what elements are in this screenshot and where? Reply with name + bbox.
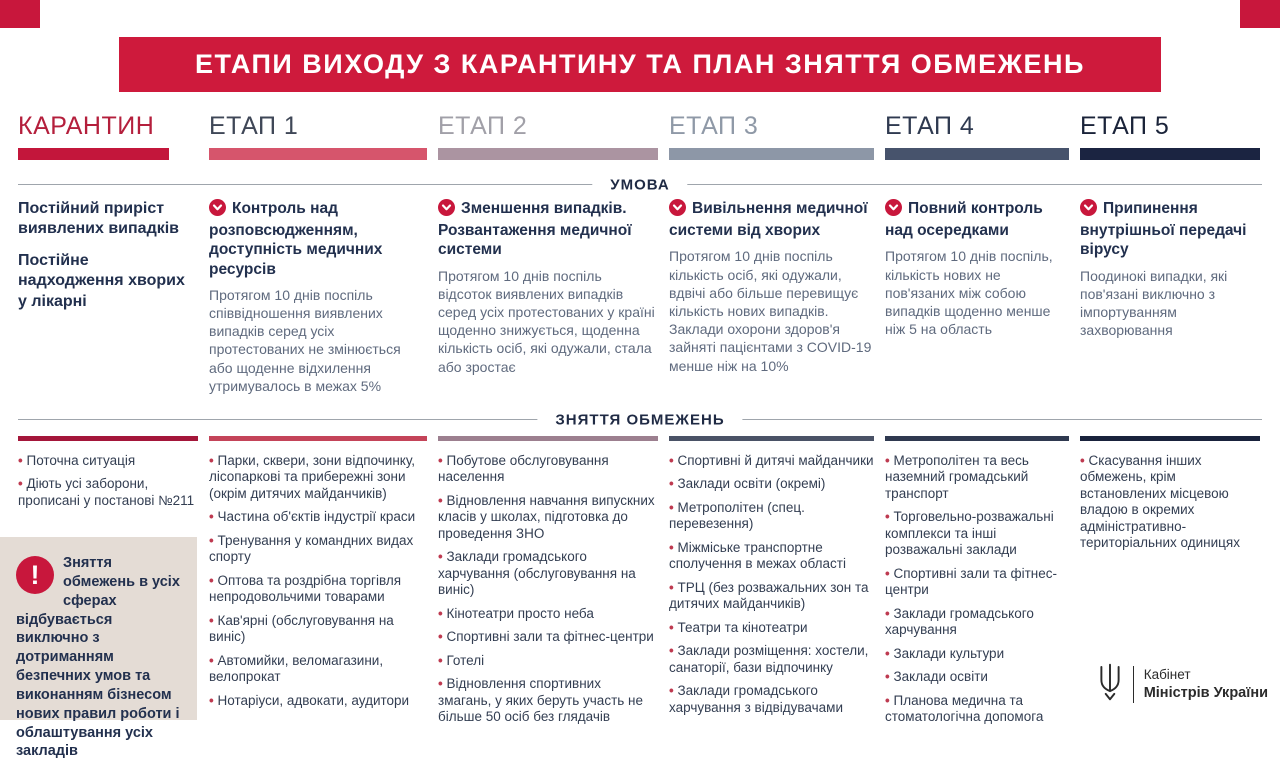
restriction-item: • Кінотеатри просто неба (438, 606, 658, 622)
restrictions-bar (18, 436, 198, 441)
condition-title: Зменшення випадків. Розвантаження медичної системи (438, 200, 632, 259)
stage-bar (438, 148, 658, 160)
restrictions-bar (885, 436, 1069, 441)
chevron-down-circle-icon (438, 199, 455, 221)
restrictions-list (669, 453, 874, 716)
content-area (18, 110, 1262, 733)
restrictions-stage2 (438, 436, 658, 733)
restrictions-list (438, 453, 658, 726)
restriction-item: • Скасування інших обмежень, крім встановлених місцевою владою в окремих адміністративно-територіальних одиницях (1080, 453, 1260, 552)
restriction-item: • ТРЦ (без розважальних зон та дитячих майданчиків) (669, 580, 874, 613)
condition-line: Постійне надходження хворих у лікарні (18, 251, 185, 310)
restriction-item: • Заклади громадського харчування (885, 606, 1069, 639)
logo-line1: Кабінет (1143, 667, 1191, 682)
restriction-item: • Метрополітен та весь наземний громадський транспорт (885, 453, 1069, 502)
restriction-item: • Спортивні й дитячі майданчики (669, 453, 874, 469)
condition-stage1 (209, 199, 427, 407)
chevron-down-circle-icon (885, 199, 902, 221)
restriction-item: • Частина об'єктів індустрії краси (209, 509, 427, 525)
condition-body: Протягом 10 днів поспіль співвідношення виявлених випадків серед усіх протестованих не змінюється або щоденне відхилення утримувалось в межах 5% (209, 286, 401, 394)
stage-column-header-stage1 (209, 110, 427, 160)
condition-line: Постійний приріст виявлених випадків (18, 200, 180, 238)
restriction-item: • Торговельно-розважальні комплекси та інші розважальні заклади (885, 509, 1069, 558)
restrictions-list (885, 453, 1069, 726)
restrictions-list (1080, 453, 1260, 552)
restriction-item: • Діють усі заборони, прописані у постанові №211 (18, 476, 198, 509)
restriction-item: • Тренування у командних видах спорту (209, 533, 427, 566)
warning-box (0, 537, 197, 760)
restrictions-stage1 (209, 436, 427, 733)
chevron-down-circle-icon (669, 199, 686, 221)
warning-text: Зняття обмежень в усіх сферах відбувається виключно з дотриманням безпечних умов та виконанням бізнесом нових правил роботи і облаштування усіх закладів (16, 555, 180, 760)
condition-body: Протягом 10 днів поспіль, кількість нових не пов'язаних між собою випадків щоденно менше ніж 5 на область (885, 248, 1053, 338)
condition-quarantine (18, 199, 198, 407)
stage-column-header-stage2 (438, 110, 658, 160)
restrictions-bar (669, 436, 874, 441)
restrictions-bar (209, 436, 427, 441)
condition-body: Протягом 10 днів поспіль кількість осіб, які одужали, вдвічі або більше перевищує кількість нових випадків. Заклади охорони здоров'я зайняті пацієнтами з COVID-19 менше ніж на 10% (669, 248, 872, 374)
restrictions-bar (1080, 436, 1260, 441)
exclamation-circle-icon: ! (16, 556, 54, 594)
condition-row (18, 199, 1262, 407)
restriction-item: • Спортивні зали та фітнес-центри (885, 566, 1069, 599)
condition-stage4 (885, 199, 1069, 407)
condition-section-divider (18, 176, 1262, 193)
stage-column-header-stage3 (669, 110, 874, 160)
restriction-item: • Заклади освіти (885, 669, 1069, 685)
chevron-down-circle-icon (1080, 199, 1097, 221)
stage-label: ЕТАП 5 (1080, 112, 1170, 140)
page-title: ЕТАПИ ВИХОДУ З КАРАНТИНУ ТА ПЛАН ЗНЯТТЯ ОБМЕЖЕНЬ (119, 37, 1161, 92)
restrictions-list (209, 453, 427, 709)
restriction-item: • Готелі (438, 653, 658, 669)
restriction-item: • Заклади громадського харчування з відвідувачами (669, 683, 874, 716)
restriction-item: • Заклади розміщення: хостели, санаторії, бази відпочинку (669, 643, 874, 676)
restriction-item: • Відновлення спортивних змагань, у яких беруть участь не більше 50 осіб без глядачів (438, 676, 658, 725)
stage-column-header-stage5 (1080, 110, 1260, 160)
restriction-item: • Автомийки, веломагазини, велопрокат (209, 653, 427, 686)
condition-title: Повний контроль над осередками (885, 200, 1043, 240)
restriction-item: • Метрополітен (спец. перевезення) (669, 500, 874, 533)
stage-bar (18, 148, 169, 160)
condition-title: Контроль над розповсюдженням, доступність медичних ресурсів (209, 200, 383, 278)
restrictions-stage3 (669, 436, 874, 733)
stage-label: КАРАНТИН (18, 112, 155, 140)
restriction-item: • Театри та кінотеатри (669, 620, 874, 636)
stage-column-header-quarantine (18, 110, 198, 160)
condition-title: Вивільнення медичної системи від хворих (669, 200, 868, 240)
stage-header-row (18, 110, 1262, 160)
condition-stage5 (1080, 199, 1260, 407)
stage-bar (1080, 148, 1260, 160)
cabinet-of-ministers-logo (1096, 662, 1268, 707)
restriction-item: • Міжміське транспортне сполучення в межах області (669, 540, 874, 573)
logo-divider (1133, 666, 1134, 703)
restriction-item: • Заклади громадського харчування (обслуговування на виніс) (438, 549, 658, 598)
restriction-item: • Заклади культури (885, 646, 1069, 662)
condition-stage2 (438, 199, 658, 407)
restriction-item: • Поточна ситуація (18, 453, 198, 469)
stage-bar (885, 148, 1069, 160)
restriction-item: • Нотаріуси, адвокати, аудитори (209, 693, 427, 709)
corner-accent-left (0, 0, 40, 28)
restrictions-stage4 (885, 436, 1069, 733)
restriction-item: • Кав'ярні (обслуговування на виніс) (209, 613, 427, 646)
condition-body: Протягом 10 днів поспіль відсоток виявлених випадків серед усіх протестованих у країні щоденно знижується, щоденна кількість осіб, які одужали, стала або зростає (438, 267, 655, 375)
restriction-item: • Спортивні зали та фітнес-центри (438, 629, 658, 645)
restrictions-list (18, 453, 198, 509)
restriction-item: • Заклади освіти (окремі) (669, 476, 874, 492)
restriction-item: • Парки, сквери, зони відпочинку, лісопаркові та прибережні зони (окрім дитячих майданчиків) (209, 453, 427, 502)
condition-section-title: УМОВА (592, 176, 687, 193)
stage-label: ЕТАП 4 (885, 112, 975, 140)
restriction-item: • Відновлення навчання випускних класів у школах, підготовка до проведення ЗНО (438, 493, 658, 542)
stage-bar (669, 148, 874, 160)
condition-stage3 (669, 199, 874, 407)
corner-accent-right (1240, 0, 1280, 28)
restrictions-section-title: ЗНЯТТЯ ОБМЕЖЕНЬ (537, 411, 742, 428)
restrictions-row (18, 436, 1262, 733)
trident-icon (1096, 662, 1124, 707)
restrictions-bar (438, 436, 658, 441)
logo-text (1144, 667, 1268, 702)
restrictions-section-divider (18, 411, 1262, 428)
stage-column-header-stage4 (885, 110, 1069, 160)
condition-title: Припинення внутрішньої передачі вірусу (1080, 200, 1247, 259)
restriction-item: • Планова медична та стоматологічна допомога (885, 693, 1069, 726)
stage-label: ЕТАП 3 (669, 112, 759, 140)
restriction-item: • Побутове обслуговування населення (438, 453, 658, 486)
logo-line2: Міністрів України (1143, 684, 1268, 701)
stage-label: ЕТАП 1 (209, 112, 299, 140)
stage-label: ЕТАП 2 (438, 112, 528, 140)
restriction-item: • Оптова та роздрібна торгівля непродовольчими товарами (209, 573, 427, 606)
stage-bar (209, 148, 427, 160)
chevron-down-circle-icon (209, 199, 226, 221)
condition-body: Поодинокі випадки, які пов'язані виключно з імпортуванням захворювання (1080, 267, 1228, 339)
